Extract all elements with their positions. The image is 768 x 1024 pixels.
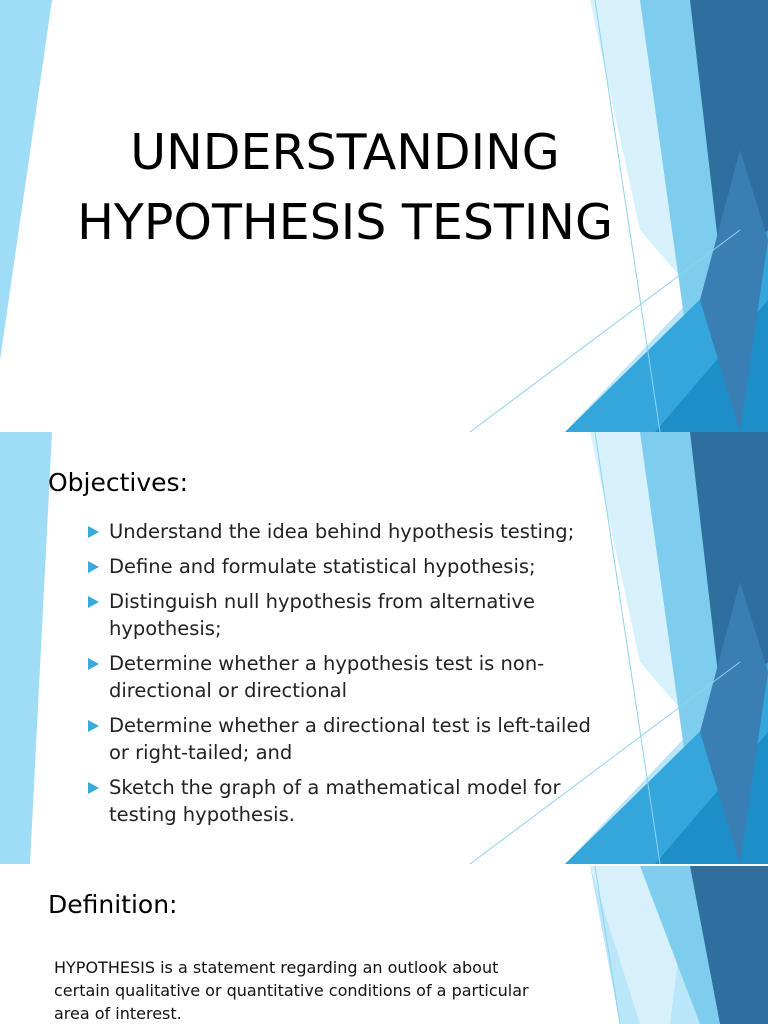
definition-slide [0, 866, 768, 1024]
list-item: Distinguish null hypothesis from alternative hypothesis; [88, 588, 628, 642]
definition-heading: Definition: [48, 890, 178, 919]
bullet-arrow-icon [88, 720, 99, 732]
objectives-heading: Objectives: [48, 468, 188, 497]
title-line-1: UNDERSTANDING [130, 124, 560, 181]
title-line-2: HYPOTHESIS TESTING [77, 194, 613, 251]
list-item: Sketch the graph of a mathematical model for testing hypothesis. [88, 774, 628, 828]
bullet-arrow-icon [88, 782, 99, 794]
title-slide [0, 0, 768, 432]
list-item: Determine whether a directional test is left-tailed or right-tailed; and [88, 712, 628, 766]
list-item: Understand the idea behind hypothesis testing; [88, 518, 628, 545]
list-item: Determine whether a hypothesis test is non- directional or directional [88, 650, 628, 704]
bullet-arrow-icon [88, 596, 99, 608]
objectives-list [88, 518, 628, 836]
list-item: Define and formulate statistical hypothesis; [88, 553, 628, 580]
objectives-slide [0, 432, 768, 864]
bullet-arrow-icon [88, 658, 99, 670]
bullet-arrow-icon [88, 561, 99, 573]
definition-text: HYPOTHESIS is a statement regarding an outlook about certain qualitative or quantitative conditions of a particular area of interest. [54, 958, 529, 1023]
bullet-arrow-icon [88, 526, 99, 538]
slide-title [40, 118, 650, 258]
